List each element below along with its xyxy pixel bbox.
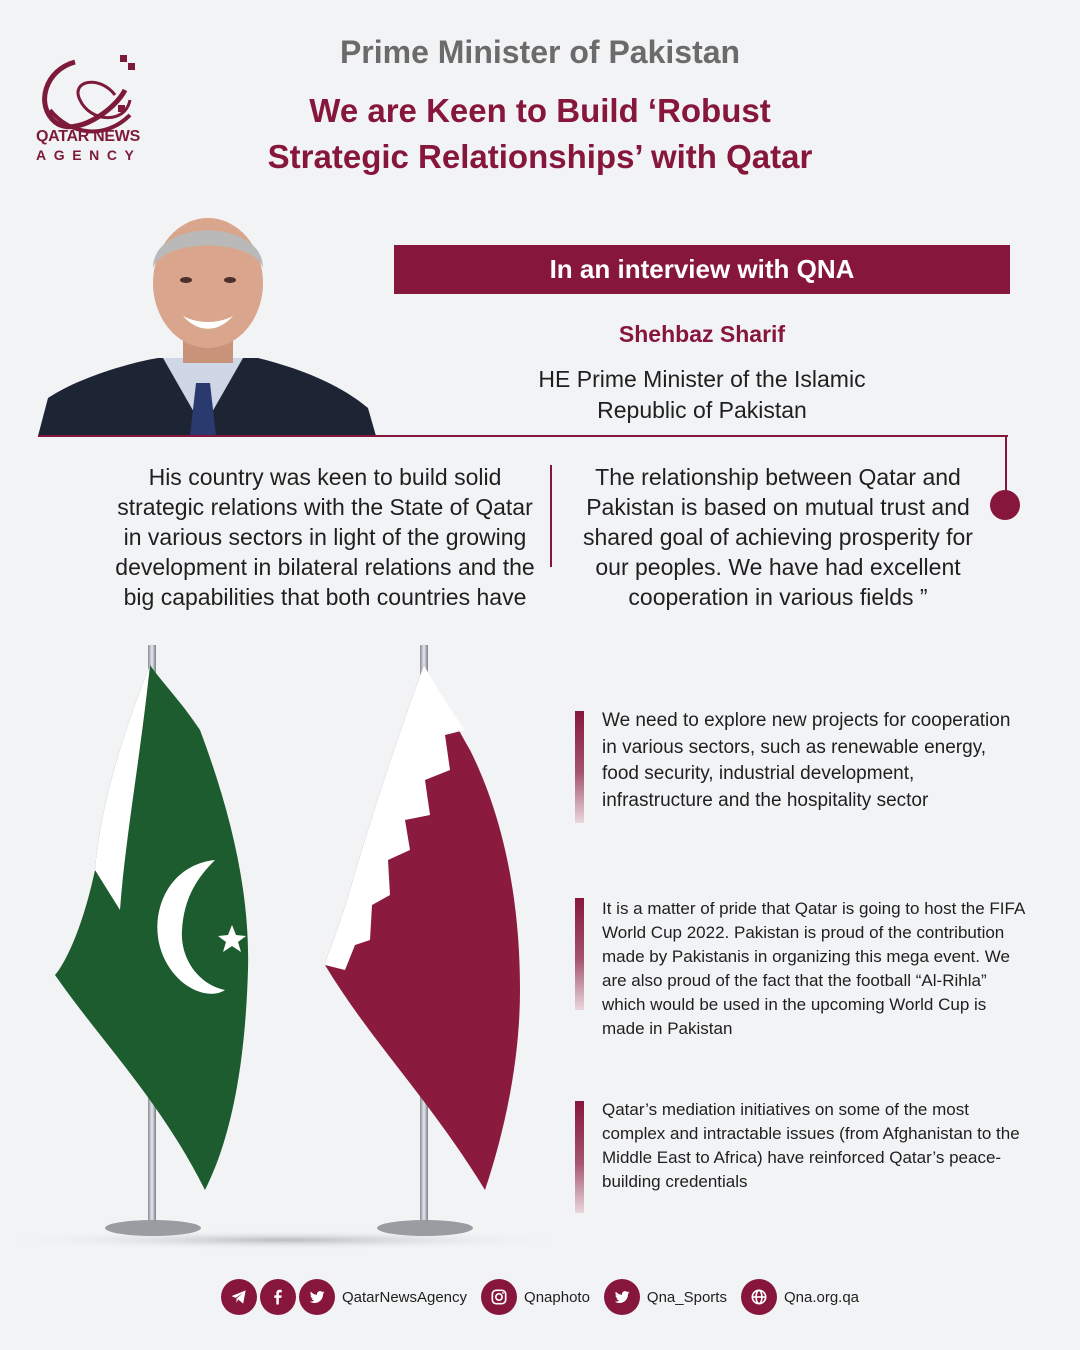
interview-banner: In an interview with QNA: [394, 245, 1010, 294]
globe-icon[interactable]: [741, 1279, 777, 1315]
social-group-qna-sports[interactable]: [604, 1279, 727, 1315]
social-handle[interactable]: Qna_Sports: [646, 1288, 727, 1306]
portrait-photo: [38, 198, 376, 436]
logo-text: QATAR NEWS: [36, 128, 140, 145]
bullet-bar: [575, 711, 584, 823]
telegram-icon[interactable]: [221, 1279, 257, 1315]
instagram-icon[interactable]: [481, 1279, 517, 1315]
quote-divider: [550, 465, 552, 567]
facebook-icon[interactable]: [260, 1279, 296, 1315]
quote-right: The relationship between Qatar and Pakistan is based on mutual trust and shared goal of achieving prosperity for our peoples. We have had excellent cooperation in various fields ”: [583, 464, 973, 610]
kicker-title: Prime Minister of Pakistan: [339, 34, 741, 70]
bullet-text: We need to explore new projects for cooperation in various sectors, such as renewable energy, food security, industrial development, infrastructure and the hospitality sector: [602, 710, 1011, 811]
social-group-qatarnewsagency[interactable]: [221, 1279, 467, 1315]
speaker-name: Shehbaz Sharif: [618, 321, 786, 347]
connector-line: [38, 435, 1008, 437]
social-handle[interactable]: Qna.org.qa: [783, 1288, 860, 1306]
logo-text: AGENCY: [36, 147, 142, 163]
twitter-icon[interactable]: [299, 1279, 335, 1315]
bullet-text: It is a matter of pride that Qatar is going to host the FIFA World Cup 2022. Pakistan is proud of the contribution made by Pakistanis in organizing this mega event. We are also proud of the fact that the football “Al-Rihla” which would be used in the upcoming World Cup is made in Pakistan: [602, 899, 1025, 1038]
social-footer: [0, 1278, 1080, 1316]
social-group-website[interactable]: [741, 1279, 859, 1315]
flags-illustration: [0, 640, 570, 1260]
quote-left: His country was keen to build solid strategic relations with the State of Qatar in various sectors in light of the growing development in bilateral relations and the big capabilities that both countries have: [115, 464, 535, 610]
twitter-icon[interactable]: [604, 1279, 640, 1315]
connector-dot: [990, 490, 1020, 520]
social-handle[interactable]: Qnaphoto: [524, 1288, 590, 1306]
speaker-role: HE Prime Minister of the Islamic Republic of Pakistan: [538, 366, 866, 423]
headline: We are Keen to Build ‘Robust Strategic Relationships’ with Qatar: [267, 92, 813, 175]
social-group-qnaphoto[interactable]: [481, 1279, 590, 1315]
social-handle[interactable]: QatarNewsAgency: [341, 1288, 468, 1306]
bullet-text: Qatar’s mediation initiatives on some of the most complex and intractable issues (from Afghanistan to the Middle East to Africa) have reinforced Qatar’s peace-building credentials: [602, 1100, 1020, 1191]
bullet-bar: [575, 1101, 584, 1213]
bullet-bar: [575, 898, 584, 1010]
